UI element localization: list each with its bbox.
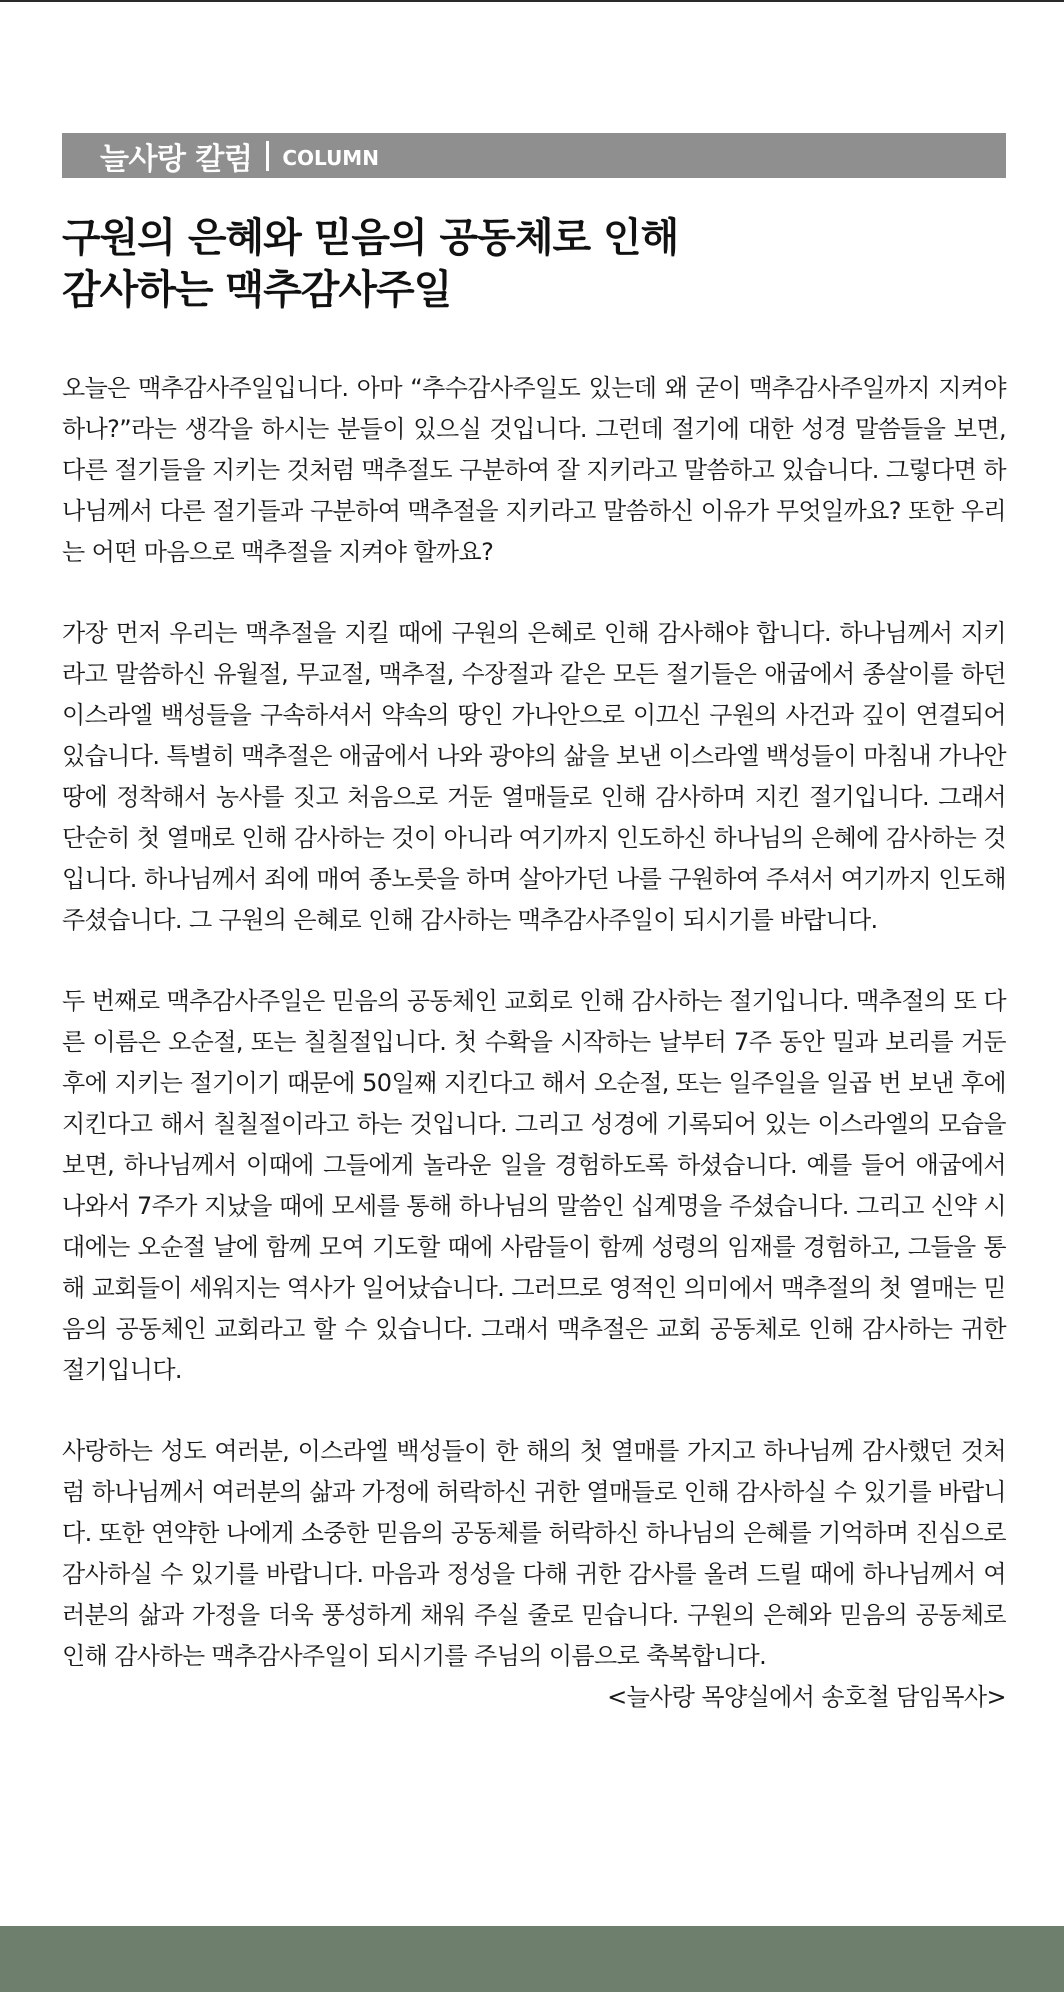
top-border-rule (0, 0, 1064, 2)
paragraph-conclusion: 사랑하는 성도 여러분, 이스라엘 백성들이 한 해의 첫 열매를 가지고 하나님께 감사했던 것처럼 하나님께서 여러분의 삶과 가정에 허락하신 귀한 열매들로 인해 감사하실 수 있기를 바랍니다. 또한 연약한 나에게 소중한 믿음의 공동체를 허락하신 하나님의 은혜를 기억하며 진심으로 감사하실 수 있기를 바랍니다. 마음과 정성을 다해 귀한 감사를 올려 드릴 때에 하나님께서 여러분의 삶과 가정을 더욱 풍성하게 채워 주실 줄로 믿습니다. 구원의 은혜와 믿음의 공동체로 인해 감사하는 맥추감사주일이 되시기를 주님의 이름으로 축복합니다. (62, 1437, 1006, 1670)
article-headline (62, 212, 1006, 316)
column-subtitle: COLUMN (282, 145, 379, 170)
article-body (62, 368, 1006, 1718)
footer-band (0, 1926, 1064, 1992)
column-title: 늘사랑 칼럼 (100, 141, 253, 177)
author-signature: <늘사랑 목양실에서 송호철 담임목사> (607, 1683, 1006, 1711)
paragraph-second-point: 두 번째로 맥추감사주일은 믿음의 공동체인 교회로 인해 감사하는 절기입니다. 맥추절의 또 다른 이름은 오순절, 또는 칠칠절입니다. 첫 수확을 시작하는 날부터 7주 동안 밀과 보리를 거둔 후에 지키는 절기이기 때문에 50일째 지킨다고 해서 오순절, 또는 일주일을 일곱 번 보낸 후에 지킨다고 해서 칠칠절이라고 하는 것입니다. 그리고 성경에 기록되어 있는 이스라엘의 모습을 보면, 하나님께서 이때에 그들에게 놀라운 일을 경험하도록 하셨습니다. 예를 들어 애굽에서 나와서 7주가 지났을 때에 모세를 통해 하나님의 말씀인 십계명을 주셨습니다. 그리고 신약 시대에는 오순절 날에 함께 모여 기도할 때에 사람들이 함께 성령의 임재를 경험하고, 그들을 통해 교회들이 세워지는 역사가 일어났습니다. 그러므로 영적인 의미에서 맥추절의 첫 열매는 믿음의 공동체인 교회라고 할 수 있습니다. 그래서 맥추절은 교회 공동체로 인해 감사하는 귀한 절기입니다. (62, 987, 1006, 1384)
headline-line-2: 감사하는 맥추감사주일 (62, 267, 452, 313)
headline-line-1: 구원의 은혜와 믿음의 공동체로 인해 (62, 215, 679, 261)
column-header-bar (62, 133, 1006, 178)
paragraph-first-point: 가장 먼저 우리는 맥추절을 지킬 때에 구원의 은혜로 인해 감사해야 합니다. 하나님께서 지키라고 말씀하신 유월절, 무교절, 맥추절, 수장절과 같은 모든 절기들은 애굽에서 종살이를 하던 이스라엘 백성들을 구속하셔서 약속의 땅인 가나안으로 이끄신 구원의 사건과 깊이 연결되어 있습니다. 특별히 맥추절은 애굽에서 나와 광야의 삶을 보낸 이스라엘 백성들이 마침내 가나안 땅에 정착해서 농사를 짓고 처음으로 거둔 열매들로 인해 감사하며 지킨 절기입니다. 그래서 단순히 첫 열매로 인해 감사하는 것이 아니라 여기까지 인도하신 하나님의 은혜에 감사하는 것입니다. 하나님께서 죄에 매여 종노릇을 하며 살아가던 나를 구원하여 주셔서 여기까지 인도해 주셨습니다. 그 구원의 은혜로 인해 감사하는 맥추감사주일이 되시기를 바랍니다. (62, 619, 1006, 934)
paragraph-intro: 오늘은 맥추감사주일입니다. 아마 “추수감사주일도 있는데 왜 굳이 맥추감사주일까지 지켜야 하나?”라는 생각을 하시는 분들이 있으실 것입니다. 그런데 절기에 대한 성경 말씀들을 보면, 다른 절기들을 지키는 것처럼 맥추절도 구분하여 잘 지키라고 말씀하고 있습니다. 그렇다면 하나님께서 다른 절기들과 구분하여 맥추절을 지키라고 말씀하신 이유가 무엇일까요? 또한 우리는 어떤 마음으로 맥추절을 지켜야 할까요? (62, 374, 1006, 566)
header-divider (266, 141, 269, 171)
